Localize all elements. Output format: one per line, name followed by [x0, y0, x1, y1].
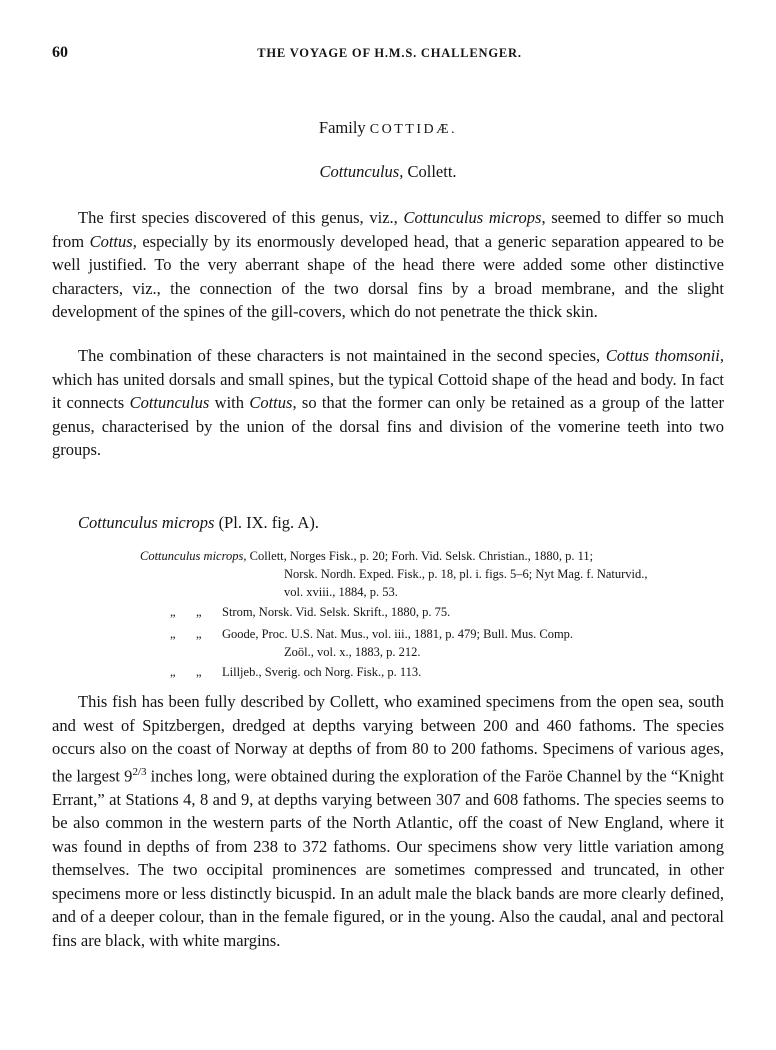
- ditto-mark: „: [196, 605, 202, 619]
- genus-name: Cottus: [249, 393, 293, 412]
- plate-reference: (Pl. IX. fig. A).: [218, 513, 319, 532]
- synonymy-entry: [140, 663, 755, 681]
- ditto-mark: „: [170, 665, 176, 679]
- text-run: The combination of these characters is not maintained in the second species,: [78, 346, 606, 365]
- synonymy-entry: [140, 625, 755, 643]
- paragraph-combination: [52, 344, 724, 462]
- citation: Goode, Proc. U.S. Nat. Mus., vol. iii., 1881, p. 479; Bull. Mus. Comp.: [222, 627, 574, 641]
- fraction: 2/3: [132, 765, 147, 778]
- synonymy-entry: [140, 547, 725, 565]
- synonym-name: Cottunculus microps,: [140, 549, 247, 563]
- text-run: with: [209, 393, 250, 412]
- ditto-mark: „: [170, 605, 176, 619]
- text-run: , seemed to differ so much from: [52, 208, 724, 251]
- text-run: inches long, were obtained during the exploration of the Faröe Channel by the “Knight Errant,” at Stations 4, 8 and 9, at depths varying between 307 and 608 fathoms. The species seems to be also common in the western parts of the North Atlantic, off the coast of New England, where it was found in depths of from 238 to 372 fathoms. Our specimens show very little variation among themselves. The two occipital prominences are sometimes compressed and truncated, in other specimens more or less distinctly bicuspid. In an adult male the black bands are more clearly defined, and of a deeper colour, than in the female figured, or in the young. Also the caudal, anal and pectoral fins are black, with white margins.: [52, 766, 725, 950]
- genus-name: Cottus: [89, 231, 133, 251]
- synonymy-continuation: Zoöl., vol. x., 1883, p. 212.: [284, 645, 421, 659]
- running-head: THE VOYAGE OF H.M.S. CHALLENGER.: [257, 46, 522, 60]
- genus-name: Cottunculus: [129, 393, 210, 412]
- species-name: Cottunculus microps: [78, 513, 215, 532]
- genus-name: Cottunculus,: [319, 162, 404, 181]
- family-prefix: Family: [318, 118, 366, 137]
- text-run: The first species discovered of this genus, viz.,: [78, 208, 404, 227]
- family-name: COTTIDÆ.: [369, 122, 458, 137]
- genus-heading: [0, 162, 776, 182]
- family-heading: [0, 118, 776, 138]
- species-name: Cottus thomsonii: [605, 346, 720, 365]
- text-run: , which has united dorsals and small spines, but the typical Cottoid shape of the head and body. In fact it connects: [52, 346, 725, 412]
- genus-author: Collett.: [407, 162, 457, 181]
- citation: Lilljeb., Sverig. och Norg. Fisk., p. 113.: [222, 665, 422, 679]
- text-run: , especially by its enormously developed head, that a generic separation appeared to be well justified. To the very aberrant shape of the head there were added some other distinctive characters, viz., the connection of the two dorsal fins by a broad membrane, and the slight development of the spines of the gill-covers, which do not penetrate the thick skin.: [52, 231, 724, 321]
- synonymy-entry: [140, 603, 755, 621]
- paragraph-description: [52, 690, 724, 952]
- ditto-mark: „: [196, 665, 202, 679]
- text-run: , so that the former can only be retained as a group of the latter genus, characterised by the union of the dorsal fins and division of the vomerine teeth into two groups.: [52, 393, 724, 459]
- species-name: Cottunculus microps: [403, 208, 542, 227]
- synonymy-continuation: vol. xviii., 1884, p. 53.: [284, 585, 398, 599]
- citation: Collett, Norges Fisk., p. 20; Forh. Vid. Selsk. Christian., 1880, p. 11;: [246, 549, 594, 563]
- page-header: [52, 44, 727, 68]
- ditto-mark: „: [196, 627, 202, 641]
- species-heading: [78, 513, 319, 533]
- text-run: This fish has been fully described by Collett, who examined specimens from the open sea, south and west of Spitzbergen, dredged at depths varying between 200 and 460 fathoms. The species occurs also on the coast of Norway at depths of from 80 to 200 fathoms. Specimens of various ages, the largest 9: [52, 692, 724, 785]
- citation: Strom, Norsk. Vid. Selsk. Skrift., 1880, p. 75.: [222, 605, 451, 619]
- page-number: 60: [52, 44, 68, 61]
- synonymy-continuation: Norsk. Nordh. Exped. Fisk., p. 18, pl. i. figs. 5–6; Nyt Mag. f. Naturvid.,: [284, 567, 648, 581]
- ditto-mark: „: [170, 627, 176, 641]
- paragraph-intro: [52, 206, 724, 324]
